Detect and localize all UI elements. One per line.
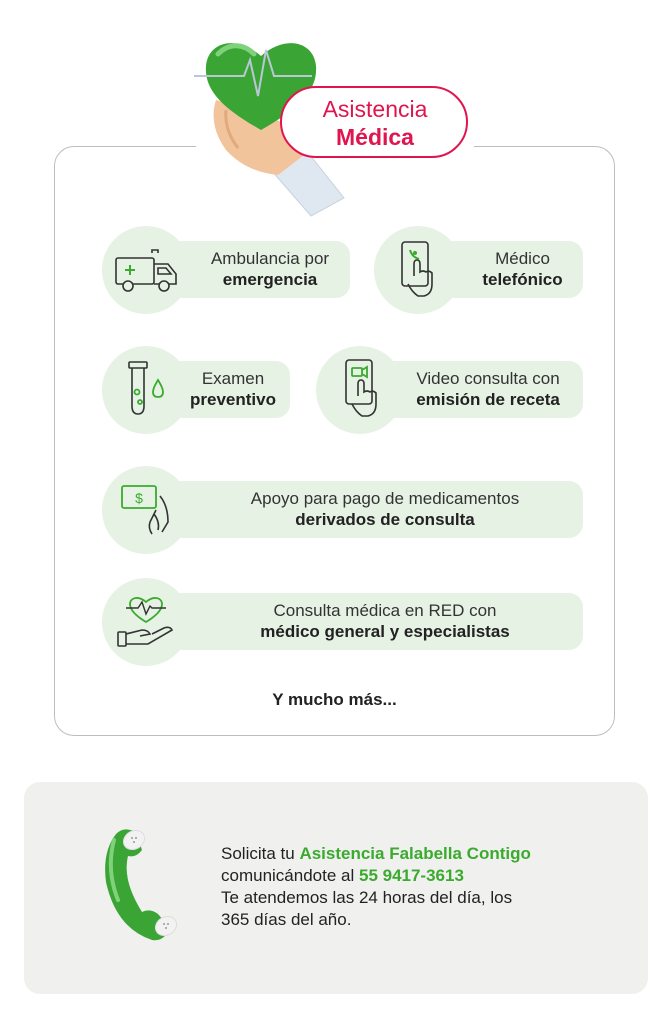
contact-line2-prefix: comunicándote al [221,866,359,885]
service-ambulance-circle [102,226,190,314]
title-line2: Médica [336,124,414,150]
service-exam-circle [102,346,190,434]
title-line1: Asistencia [322,96,428,122]
service-medication-circle [102,466,190,554]
video-call-icon [316,346,404,434]
contact-line4: 365 días del año. [221,910,352,929]
phone-number[interactable]: 55 9417-3613 [358,866,464,885]
service-video-label: Video consulta con emisión de receta [416,369,560,409]
ambulance-icon [102,226,190,314]
service-network-circle [102,578,190,666]
svg-text:$: $ [135,490,143,506]
money-hand-icon [102,466,190,554]
phone-call-icon [374,226,462,314]
heart-hand-icon [102,578,190,666]
contact-text [221,843,621,931]
service-phone-doctor-label: Médico telefónico [482,249,563,289]
service-exam-label: Examen preventivo [190,369,276,409]
contact-line1-prefix: Solicita tu [221,844,300,863]
test-tube-icon [102,346,190,434]
brand-name: Asistencia Falabella Contigo [299,844,531,863]
service-ambulance-label: Ambulancia por emergencia [210,249,330,289]
more-text: Y mucho más... [272,690,397,709]
contact-line3: Te atendemos las 24 horas del día, los [221,888,513,907]
phone-handset-icon [96,820,196,948]
service-network-label: Consulta médica en RED con médico general y especialistas [260,601,510,641]
service-phone-doctor-circle [374,226,462,314]
service-video-circle [316,346,404,434]
service-medication-label: Apoyo para pago de medicamentos derivados de consulta [250,489,520,529]
